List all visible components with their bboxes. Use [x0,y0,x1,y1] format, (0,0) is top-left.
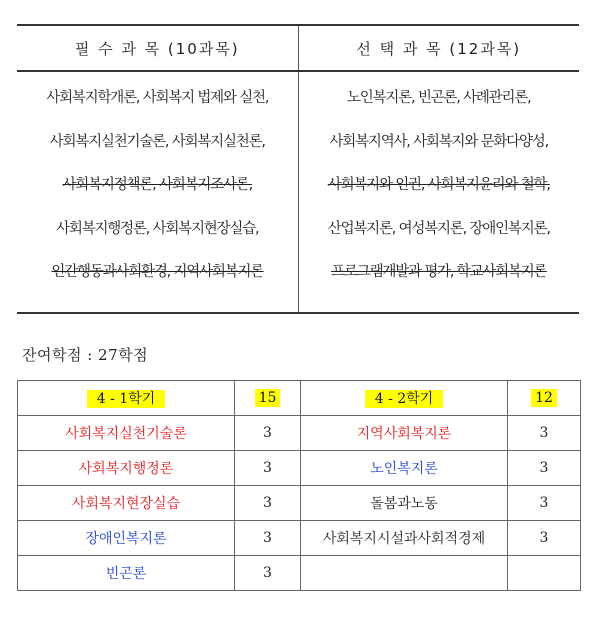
credit-cell: 3 [235,556,301,591]
curriculum-body-row [17,71,579,313]
course-cell: 노인복지론 [301,451,508,486]
course-cell: 지역사회복지론 [301,416,508,451]
course-cell: 돌봄과노동 [301,486,508,521]
elective-line: 노인복지론, 빈곤론, 사례관리론, [346,90,531,106]
semester2-credits: 12 [531,389,557,407]
required-line: 사회복지학개론, 사회복지 법제와 실천, [46,90,269,106]
credit-cell: 3 [235,486,301,521]
credit-cell: 3 [508,486,581,521]
required-line: 사회복지정책론, 사회복지조사론, [62,177,253,193]
semester1-label-cell [18,381,235,416]
credit-cell: 3 [508,521,581,556]
table-row [18,556,581,591]
elective-line: 사회복지역사, 사회복지와 문화다양성, [329,133,549,150]
course-cell: 사회복지현장실습 [18,486,235,521]
required-list [17,71,298,313]
table-row [18,486,581,521]
course-cell [301,556,508,591]
curriculum-table [17,24,579,314]
elective-line: 프로그램개발과 평가, 학교사회복지론 [331,264,547,280]
course-cell: 장애인복지론 [18,521,235,556]
required-line: 사회복지행정론, 사회복지현장실습, [56,220,259,237]
semester2-label-cell [301,381,508,416]
curriculum-header-row [17,25,579,71]
course-cell: 빈곤론 [18,556,235,591]
remaining-credits: 잔여학점 : 27학점 [22,346,149,364]
credit-cell: 3 [508,416,581,451]
semester2-credits-cell [508,381,581,416]
required-line: 사회복지실천기술론, 사회복지실천론, [49,133,265,150]
credit-cell: 3 [235,416,301,451]
credit-cell: 3 [508,451,581,486]
credit-cell [508,556,581,591]
credit-cell: 3 [235,521,301,556]
semester1-credits-cell [235,381,301,416]
required-header: 필 수 과 목 (10과목) [17,25,298,71]
elective-line: 사회복지와 인권, 사회복지윤리와 철학, [327,177,550,193]
elective-line: 산업복지론, 여성복지론, 장애인복지론, [327,220,550,237]
course-cell: 사회복지행정론 [18,451,235,486]
course-cell: 사회복지실천기술론 [18,416,235,451]
elective-list [298,71,579,313]
table-row [18,521,581,556]
credit-cell: 3 [235,451,301,486]
required-line: 인간행동과사회환경, 지역사회복지론 [51,264,264,280]
semester-header-row [18,381,581,416]
elective-header: 선 택 과 목 (12과목) [298,25,579,71]
table-row [18,451,581,486]
table-row [18,416,581,451]
semester1-credits: 15 [255,389,281,407]
course-cell: 사회복지시설과사회적경제 [301,521,508,556]
semester1-label: 4 - 1학기 [87,390,166,408]
semester-table [17,380,581,591]
semester2-label: 4 - 2학기 [365,390,444,408]
